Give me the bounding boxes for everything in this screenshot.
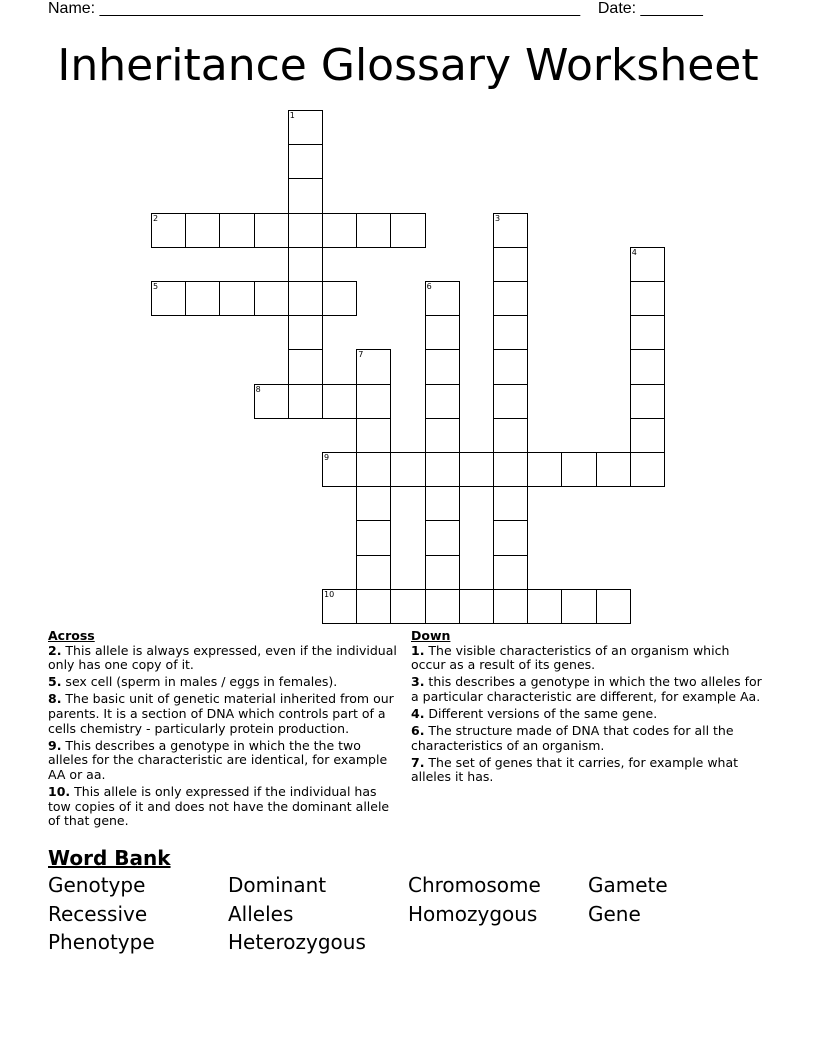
crossword-cell[interactable] [630, 247, 665, 282]
down-clue [411, 644, 763, 673]
word-bank-word: Alleles [228, 901, 294, 926]
clue-number: 9 [324, 453, 330, 462]
crossword-cell[interactable] [288, 144, 323, 179]
crossword-cell[interactable] [493, 452, 528, 487]
crossword-cell[interactable] [493, 555, 528, 590]
crossword-cell[interactable] [185, 213, 220, 248]
crossword-cell[interactable] [322, 213, 357, 248]
word-bank-word: Dominant [228, 873, 327, 897]
crossword-cell[interactable] [596, 452, 631, 487]
crossword-cell[interactable] [219, 281, 254, 316]
clue-text: sex cell (sperm in males / eggs in females). [61, 674, 338, 690]
clue-number: 2. [48, 642, 62, 658]
crossword-cell[interactable] [356, 213, 391, 248]
word-bank-word: Chromosome [408, 873, 541, 897]
crossword-cell[interactable] [356, 486, 391, 521]
clue-number: 7 [358, 350, 364, 360]
clue-text: The basic unit of genetic material inherited from our parents. It is a section of DNA which controls part of a cells chemistry - particularly protein production. [48, 691, 394, 736]
word-bank-word: Heterozygous [228, 930, 366, 954]
down-clue [411, 724, 763, 753]
crossword-cell[interactable] [425, 520, 460, 555]
across-clue [48, 675, 400, 690]
crossword-cell[interactable] [254, 213, 289, 248]
crossword-cell[interactable] [425, 349, 460, 384]
clue-text: This allele is always expressed, even if the individual only has one copy of it. [48, 642, 397, 673]
down-clue [411, 707, 763, 722]
crossword-cell[interactable] [493, 384, 528, 419]
crossword-cell[interactable] [630, 418, 665, 453]
across-clue [48, 785, 400, 829]
word-bank-word: Genotype [48, 873, 146, 897]
crossword-cell[interactable] [288, 315, 323, 350]
clue-text: The set of genes that it carries, for example what alleles it has. [411, 754, 739, 785]
crossword-cell[interactable] [356, 555, 391, 590]
crossword-cell[interactable] [561, 589, 596, 624]
crossword-cell[interactable] [356, 349, 391, 384]
crossword-cell[interactable] [185, 281, 220, 316]
crossword-cell[interactable] [356, 418, 391, 453]
down-clue-list [411, 644, 763, 785]
down-clue [411, 756, 763, 785]
clue-number: 6. [411, 723, 425, 739]
crossword-cell[interactable] [493, 281, 528, 316]
clue-number: 5 [153, 282, 159, 291]
word-bank-title: Word Bank [48, 846, 171, 870]
crossword-cell[interactable] [288, 178, 323, 213]
crossword-cell[interactable] [425, 384, 460, 419]
crossword-cell[interactable] [151, 281, 186, 316]
crossword-cell[interactable] [630, 315, 665, 350]
crossword-cell[interactable] [356, 589, 391, 624]
clue-number: 10 [324, 589, 335, 599]
clue-text: The structure made of DNA that codes for all the characteristics of an organism. [411, 723, 734, 753]
across-clue [48, 644, 400, 673]
clue-number: 4 [631, 247, 637, 257]
clue-text: Different versions of the same gene. [424, 705, 658, 721]
crossword-cell[interactable] [390, 452, 425, 487]
clue-number: 2 [153, 213, 159, 223]
crossword-cell[interactable] [288, 213, 323, 248]
word-bank-word: Homozygous [408, 901, 538, 926]
crossword-cell[interactable] [151, 213, 186, 248]
crossword-cell[interactable] [288, 247, 323, 282]
crossword-cell[interactable] [254, 281, 289, 316]
crossword-cell[interactable] [425, 452, 460, 487]
crossword-cell[interactable] [527, 589, 562, 624]
clue-text: This allele is only expressed if the individual has tow copies of it and does not have the dominant allele of that gene. [48, 783, 390, 829]
crossword-cell[interactable] [459, 452, 494, 487]
crossword-cell[interactable] [356, 384, 391, 419]
crossword-cell[interactable] [288, 349, 323, 384]
across-clue-list [48, 644, 400, 829]
crossword-cell[interactable] [390, 213, 425, 248]
clue-number: 1 [289, 111, 295, 120]
crossword-cell[interactable] [390, 589, 425, 624]
across-clue [48, 739, 400, 783]
crossword-cell[interactable] [561, 452, 596, 487]
clue-number: 10. [48, 783, 71, 799]
clue-number: 8. [48, 691, 62, 707]
crossword-cell[interactable] [493, 418, 528, 453]
across-heading: Across [48, 628, 95, 643]
crossword-cell[interactable] [425, 589, 460, 624]
clue-number: 9. [48, 737, 62, 753]
crossword-cell[interactable] [630, 349, 665, 384]
clue-number: 8 [255, 384, 261, 394]
clue-text: The visible characteristics of an organism which occur as a result of its genes. [411, 642, 730, 673]
crossword-cell[interactable] [493, 213, 528, 248]
crossword-cell[interactable] [493, 247, 528, 282]
clue-number: 3. [411, 674, 425, 690]
clue-text: this describes a genotype in which the two alleles for a particular characteristic are different, for example Aa. [411, 674, 762, 704]
clue-number: 6 [426, 282, 432, 291]
across-clue [48, 692, 400, 736]
word-bank-word: Phenotype [48, 930, 155, 954]
crossword-cell[interactable] [493, 589, 528, 624]
crossword-cell[interactable] [425, 281, 460, 316]
clue-number: 3 [495, 213, 501, 223]
crossword-cell[interactable] [425, 418, 460, 453]
down-heading: Down [411, 628, 451, 643]
crossword-cell[interactable] [596, 589, 631, 624]
crossword-cell[interactable] [288, 384, 323, 419]
crossword-cell[interactable] [425, 555, 460, 590]
crossword-cell[interactable] [425, 315, 460, 350]
across-clues [48, 629, 400, 831]
clue-text: This describes a genotype in which the the two alleles for the characteristic are identical, for example AA or aa. [48, 737, 388, 782]
crossword-cell[interactable] [322, 589, 357, 624]
crossword-cell[interactable] [288, 110, 323, 145]
crossword-cell[interactable] [322, 384, 357, 419]
crossword-cell[interactable] [493, 486, 528, 521]
crossword-cell[interactable] [493, 520, 528, 555]
crossword-cell[interactable] [219, 213, 254, 248]
crossword-cell[interactable] [322, 281, 357, 316]
crossword-cell[interactable] [493, 349, 528, 384]
word-bank-word: Recessive [48, 901, 148, 926]
crossword-cell[interactable] [459, 589, 494, 624]
crossword-cell[interactable] [254, 384, 289, 419]
word-bank-word: Gene [588, 901, 641, 926]
page-title: Inheritance Glossary Worksheet [57, 40, 759, 91]
name-date-line: Name: ______________________________________________________ Date: _______ [48, 0, 703, 17]
crossword-cell[interactable] [527, 452, 562, 487]
crossword-cell[interactable] [630, 384, 665, 419]
clue-number: 4. [411, 705, 425, 721]
crossword-cell[interactable] [288, 281, 323, 316]
clue-number: 1. [411, 642, 425, 658]
crossword-cell[interactable] [630, 452, 665, 487]
word-bank-word: Gamete [588, 873, 668, 897]
crossword-cell[interactable] [356, 520, 391, 555]
crossword-cell[interactable] [322, 452, 357, 487]
down-clues [411, 629, 763, 787]
crossword-cell[interactable] [356, 452, 391, 487]
crossword-cell[interactable] [425, 486, 460, 521]
crossword-cell[interactable] [630, 281, 665, 316]
crossword-cell[interactable] [493, 315, 528, 350]
clue-number: 7. [411, 754, 425, 770]
clue-number: 5. [48, 674, 62, 690]
down-clue [411, 675, 763, 704]
